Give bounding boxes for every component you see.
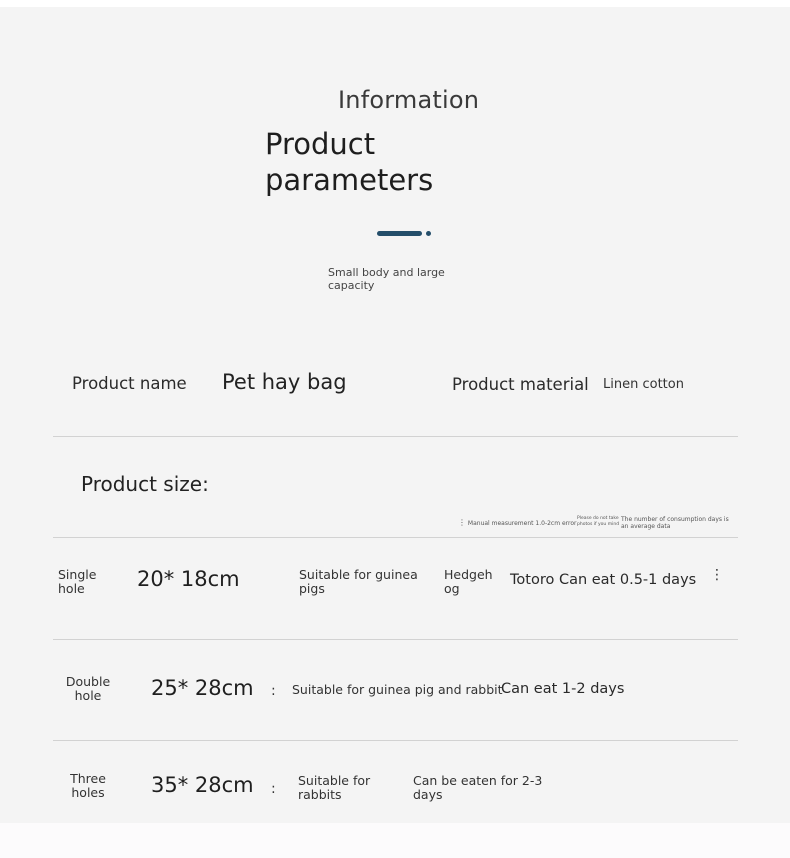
divider: [53, 537, 738, 538]
divider: [53, 436, 738, 437]
size-section-title: Product size:: [81, 472, 209, 496]
accent-bar: [377, 231, 422, 236]
divider: [53, 639, 738, 640]
row-extra-single: Hedgehog: [444, 567, 493, 596]
row-days-single: Totoro Can eat 0.5-1 days: [510, 572, 697, 588]
row-marker: :: [271, 683, 276, 699]
row-type-double: Double hole: [65, 674, 111, 703]
row-marker: ⋮: [710, 567, 724, 583]
row-size-single: 20* 18cm: [137, 567, 240, 591]
row-suitable-single: Suitable for guinea pigs: [299, 567, 418, 596]
product-name-value: Pet hay bag: [222, 370, 347, 394]
footer-band: [0, 823, 790, 858]
row-type-three: Three holes: [70, 771, 106, 800]
days-note: The number of consumption days is an average data: [621, 516, 729, 530]
row-marker: :: [271, 781, 276, 797]
row-suitable-three: Suitable for rabbits: [298, 773, 371, 802]
row-days-double: Can eat 1-2 days: [501, 681, 625, 697]
photo-note: Please do not take photos if you mind: [577, 516, 620, 527]
row-size-three: 35* 28cm: [151, 773, 254, 797]
row-type-single: Single hole: [58, 567, 97, 596]
row-suitable-double: Suitable for guinea pig and rabbit: [292, 682, 503, 697]
product-material-value: Linen cotton: [603, 377, 684, 392]
row-size-double: 25* 28cm: [151, 676, 254, 700]
tagline: Small body and large capacity: [328, 266, 445, 292]
row-days-three: Can be eaten for 2-3 days: [413, 773, 543, 802]
product-material-label: Product material: [452, 375, 589, 394]
page-title: Product parameters: [265, 127, 434, 197]
divider: [53, 740, 738, 741]
accent-dot: [426, 231, 431, 236]
measurement-note: ⋮ Manual measurement 1.0-2cm error: [458, 518, 577, 527]
measurement-note-text: Manual measurement 1.0-2cm error: [467, 520, 577, 527]
product-name-label: Product name: [72, 374, 187, 393]
info-heading: Information: [338, 86, 480, 114]
